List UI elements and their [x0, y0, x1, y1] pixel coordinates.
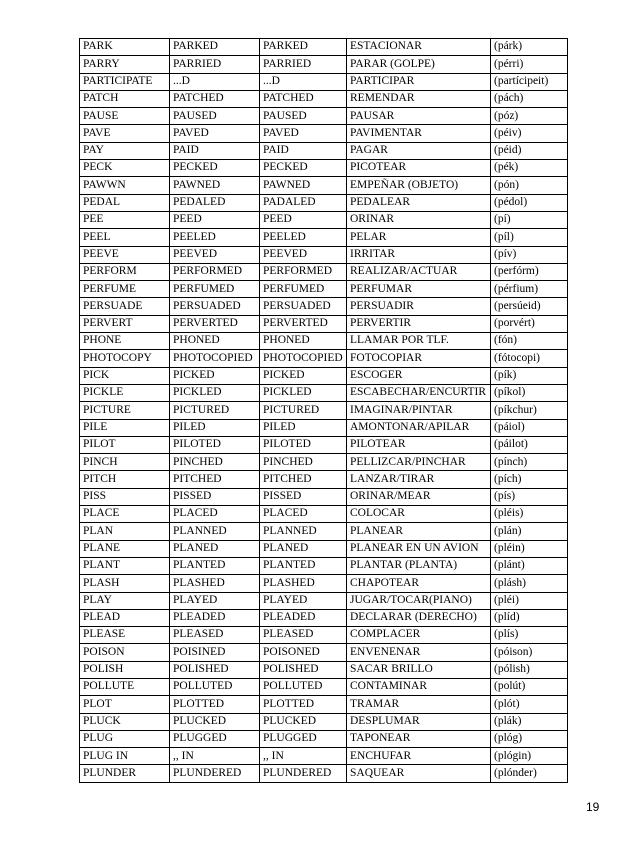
verb-cell: PLUCK — [80, 713, 170, 730]
pronunciation-cell: (pí) — [491, 211, 568, 228]
verb-cell: PICKLE — [80, 384, 170, 401]
verb-cell: PAY — [80, 142, 170, 159]
verb-cell: PILOT — [80, 436, 170, 453]
translation-cell: PAVIMENTAR — [347, 125, 491, 142]
translation-cell: PEDALEAR — [347, 194, 491, 211]
pronunciation-cell: (pík) — [491, 367, 568, 384]
verb-cell: PARK — [80, 39, 170, 56]
pronunciation-cell: (píl) — [491, 229, 568, 246]
participle-cell: PERFUMED — [260, 281, 347, 298]
table-row — [80, 367, 568, 384]
pronunciation-cell: (plóg) — [491, 730, 568, 747]
table-row — [80, 488, 568, 505]
table-row — [80, 592, 568, 609]
past-cell: POLLUTED — [170, 678, 260, 695]
translation-cell: SACAR BRILLO — [347, 661, 491, 678]
pronunciation-cell: (polút) — [491, 678, 568, 695]
participle-cell: PLEADED — [260, 609, 347, 626]
translation-cell: COLOCAR — [347, 506, 491, 523]
participle-cell: PAID — [260, 142, 347, 159]
translation-cell: DECLARAR (DERECHO) — [347, 609, 491, 626]
table-row — [80, 506, 568, 523]
pronunciation-cell: (pón) — [491, 177, 568, 194]
verb-cell: POISON — [80, 644, 170, 661]
past-cell: PLAYED — [170, 592, 260, 609]
verb-cell: PLOT — [80, 696, 170, 713]
pronunciation-cell: (plák) — [491, 713, 568, 730]
pronunciation-cell: (pléin) — [491, 540, 568, 557]
participle-cell: PILOTED — [260, 436, 347, 453]
pronunciation-cell: (perfórm) — [491, 263, 568, 280]
participle-cell: PHOTOCOPIED — [260, 350, 347, 367]
table-row — [80, 765, 568, 782]
past-cell: PEED — [170, 211, 260, 228]
verb-cell: PLAN — [80, 523, 170, 540]
table-row — [80, 229, 568, 246]
table-row — [80, 90, 568, 107]
pronunciation-cell: (páilot) — [491, 436, 568, 453]
participle-cell: PISSED — [260, 488, 347, 505]
pronunciation-cell: (pérfium) — [491, 281, 568, 298]
translation-cell: LANZAR/TIRAR — [347, 471, 491, 488]
past-cell: PAWNED — [170, 177, 260, 194]
verb-cell: PHONE — [80, 333, 170, 350]
participle-cell: PICKED — [260, 367, 347, 384]
participle-cell: PILED — [260, 419, 347, 436]
translation-cell: ESTACIONAR — [347, 39, 491, 56]
table-row — [80, 644, 568, 661]
participle-cell: PLANTED — [260, 557, 347, 574]
verb-cell: POLLUTE — [80, 678, 170, 695]
participle-cell: PLANED — [260, 540, 347, 557]
past-cell: PLEADED — [170, 609, 260, 626]
past-cell: PHONED — [170, 333, 260, 350]
past-cell: PILOTED — [170, 436, 260, 453]
verb-cell: PICTURE — [80, 402, 170, 419]
past-cell: PLUGGED — [170, 730, 260, 747]
past-cell: PEEVED — [170, 246, 260, 263]
translation-cell: CHAPOTEAR — [347, 575, 491, 592]
translation-cell: EMPEÑAR (OBJETO) — [347, 177, 491, 194]
verb-cell: PINCH — [80, 454, 170, 471]
translation-cell: PERVERTIR — [347, 315, 491, 332]
verb-cell: PLANE — [80, 540, 170, 557]
table-row — [80, 402, 568, 419]
pronunciation-cell: (párk) — [491, 39, 568, 56]
translation-cell: FOTOCOPIAR — [347, 350, 491, 367]
translation-cell: ENCHUFAR — [347, 748, 491, 765]
table-row — [80, 194, 568, 211]
translation-cell: PERFUMAR — [347, 281, 491, 298]
past-cell: PICKED — [170, 367, 260, 384]
pronunciation-cell: (pléis) — [491, 506, 568, 523]
table-row — [80, 142, 568, 159]
translation-cell: PELAR — [347, 229, 491, 246]
table-row — [80, 713, 568, 730]
verb-cell: PECK — [80, 160, 170, 177]
past-cell: PARRIED — [170, 56, 260, 73]
participle-cell: PLAYED — [260, 592, 347, 609]
pronunciation-cell: (porvért) — [491, 315, 568, 332]
table-row — [80, 315, 568, 332]
translation-cell: PAUSAR — [347, 108, 491, 125]
table-row — [80, 298, 568, 315]
table-row — [80, 436, 568, 453]
table-row — [80, 540, 568, 557]
participle-cell: PEEVED — [260, 246, 347, 263]
participle-cell: PATCHED — [260, 90, 347, 107]
past-cell: PINCHED — [170, 454, 260, 471]
table-row — [80, 557, 568, 574]
past-cell: PHOTOCOPIED — [170, 350, 260, 367]
table-row — [80, 246, 568, 263]
translation-cell: IMAGINAR/PINTAR — [347, 402, 491, 419]
participle-cell: PEED — [260, 211, 347, 228]
table-row — [80, 748, 568, 765]
participle-cell: PAWNED — [260, 177, 347, 194]
pronunciation-cell: (persúeid) — [491, 298, 568, 315]
past-cell: PAVED — [170, 125, 260, 142]
verb-cell: PICK — [80, 367, 170, 384]
participle-cell: PINCHED — [260, 454, 347, 471]
table-row — [80, 696, 568, 713]
pronunciation-cell: (partícipeit) — [491, 73, 568, 90]
verb-cell: PERVERT — [80, 315, 170, 332]
translation-cell: PICOTEAR — [347, 160, 491, 177]
participle-cell: POISONED — [260, 644, 347, 661]
translation-cell: ORINAR/MEAR — [347, 488, 491, 505]
translation-cell: PLANEAR EN UN AVION — [347, 540, 491, 557]
past-cell: PICTURED — [170, 402, 260, 419]
translation-cell: PELLIZCAR/PINCHAR — [347, 454, 491, 471]
verb-cell: PARTICIPATE — [80, 73, 170, 90]
table-row — [80, 730, 568, 747]
table-row — [80, 454, 568, 471]
translation-cell: PAGAR — [347, 142, 491, 159]
translation-cell: ORINAR — [347, 211, 491, 228]
past-cell: PLUNDERED — [170, 765, 260, 782]
table-row — [80, 678, 568, 695]
participle-cell: PERVERTED — [260, 315, 347, 332]
participle-cell: PLUGGED — [260, 730, 347, 747]
translation-cell: PARTICIPAR — [347, 73, 491, 90]
past-cell: PAID — [170, 142, 260, 159]
translation-cell: CONTAMINAR — [347, 678, 491, 695]
verb-cell: PISS — [80, 488, 170, 505]
past-cell: PLANTED — [170, 557, 260, 574]
past-cell: PARKED — [170, 39, 260, 56]
past-cell: PICKLED — [170, 384, 260, 401]
translation-cell: TAPONEAR — [347, 730, 491, 747]
pronunciation-cell: (pólish) — [491, 661, 568, 678]
translation-cell: ESCABECHAR/ENCURTIR — [347, 384, 491, 401]
translation-cell: TRAMAR — [347, 696, 491, 713]
past-cell: PLANED — [170, 540, 260, 557]
pronunciation-cell: (pérri) — [491, 56, 568, 73]
participle-cell: PITCHED — [260, 471, 347, 488]
verb-cell: PAUSE — [80, 108, 170, 125]
verb-cell: PLUG IN — [80, 748, 170, 765]
participle-cell: POLLUTED — [260, 678, 347, 695]
pronunciation-cell: (píkol) — [491, 384, 568, 401]
pronunciation-cell: (plís) — [491, 627, 568, 644]
verb-cell: PLUNDER — [80, 765, 170, 782]
past-cell: PEDALED — [170, 194, 260, 211]
page-number: 19 — [586, 800, 600, 814]
verb-cell: PILE — [80, 419, 170, 436]
table-row — [80, 523, 568, 540]
past-cell: PERSUADED — [170, 298, 260, 315]
verb-cell: PAVE — [80, 125, 170, 142]
translation-cell: COMPLACER — [347, 627, 491, 644]
translation-cell: SAQUEAR — [347, 765, 491, 782]
translation-cell: PERSUADIR — [347, 298, 491, 315]
past-cell: PISSED — [170, 488, 260, 505]
verb-cell: PERFORM — [80, 263, 170, 280]
participle-cell: PEELED — [260, 229, 347, 246]
verb-cell: PERSUADE — [80, 298, 170, 315]
table-row — [80, 160, 568, 177]
pronunciation-cell: (pléi) — [491, 592, 568, 609]
verb-cell: PITCH — [80, 471, 170, 488]
pronunciation-cell: (pís) — [491, 488, 568, 505]
table-row — [80, 627, 568, 644]
verb-cell: PHOTOCOPY — [80, 350, 170, 367]
pronunciation-cell: (pédol) — [491, 194, 568, 211]
past-cell: PLANNED — [170, 523, 260, 540]
participle-cell: PAUSED — [260, 108, 347, 125]
pronunciation-cell: (péid) — [491, 142, 568, 159]
participle-cell: PARKED — [260, 39, 347, 56]
pronunciation-cell: (píkchur) — [491, 402, 568, 419]
translation-cell: REALIZAR/ACTUAR — [347, 263, 491, 280]
participle-cell: PLUNDERED — [260, 765, 347, 782]
translation-cell: PILOTEAR — [347, 436, 491, 453]
table-row — [80, 56, 568, 73]
participle-cell: PLEASED — [260, 627, 347, 644]
verb-cell: PLAY — [80, 592, 170, 609]
table-row — [80, 350, 568, 367]
verb-cell: PLACE — [80, 506, 170, 523]
verb-cell: PEEVE — [80, 246, 170, 263]
past-cell: POISINED — [170, 644, 260, 661]
past-cell: PAUSED — [170, 108, 260, 125]
past-cell: ...D — [170, 73, 260, 90]
verb-cell: PEE — [80, 211, 170, 228]
pronunciation-cell: (fótocopi) — [491, 350, 568, 367]
participle-cell: PLASHED — [260, 575, 347, 592]
pronunciation-cell: (plíd) — [491, 609, 568, 626]
past-cell: PLEASED — [170, 627, 260, 644]
past-cell: PILED — [170, 419, 260, 436]
translation-cell: PLANEAR — [347, 523, 491, 540]
table-row — [80, 609, 568, 626]
verb-cell: PLANT — [80, 557, 170, 574]
verb-table — [79, 38, 568, 783]
verb-cell: PAWWN — [80, 177, 170, 194]
pronunciation-cell: (fón) — [491, 333, 568, 350]
table-row — [80, 211, 568, 228]
participle-cell: PERFORMED — [260, 263, 347, 280]
participle-cell: PICTURED — [260, 402, 347, 419]
past-cell: PLASHED — [170, 575, 260, 592]
past-cell: POLISHED — [170, 661, 260, 678]
pronunciation-cell: (páiol) — [491, 419, 568, 436]
translation-cell: ENVENENAR — [347, 644, 491, 661]
verb-cell: PATCH — [80, 90, 170, 107]
table-row — [80, 384, 568, 401]
participle-cell: PICKLED — [260, 384, 347, 401]
past-cell: PERFORMED — [170, 263, 260, 280]
pronunciation-cell: (pív) — [491, 246, 568, 263]
table-row — [80, 333, 568, 350]
pronunciation-cell: (pách) — [491, 90, 568, 107]
verb-cell: PLASH — [80, 575, 170, 592]
pronunciation-cell: (plásh) — [491, 575, 568, 592]
table-row — [80, 177, 568, 194]
verb-cell: PLEAD — [80, 609, 170, 626]
participle-cell: PADALED — [260, 194, 347, 211]
table-row — [80, 471, 568, 488]
pronunciation-cell: (pích) — [491, 471, 568, 488]
translation-cell: JUGAR/TOCAR(PIANO) — [347, 592, 491, 609]
translation-cell: IRRITAR — [347, 246, 491, 263]
past-cell: PLACED — [170, 506, 260, 523]
table-row — [80, 108, 568, 125]
participle-cell: PARRIED — [260, 56, 347, 73]
pronunciation-cell: (pínch) — [491, 454, 568, 471]
past-cell: PERFUMED — [170, 281, 260, 298]
table-row — [80, 575, 568, 592]
pronunciation-cell: (plót) — [491, 696, 568, 713]
past-cell: PLOTTED — [170, 696, 260, 713]
pronunciation-cell: (plógin) — [491, 748, 568, 765]
participle-cell: POLISHED — [260, 661, 347, 678]
verb-cell: PEDAL — [80, 194, 170, 211]
translation-cell: PARAR (GOLPE) — [347, 56, 491, 73]
table-row — [80, 263, 568, 280]
table-row — [80, 661, 568, 678]
participle-cell: PHONED — [260, 333, 347, 350]
pronunciation-cell: (péiv) — [491, 125, 568, 142]
past-cell: PERVERTED — [170, 315, 260, 332]
verb-cell: PERFUME — [80, 281, 170, 298]
participle-cell: PLACED — [260, 506, 347, 523]
pronunciation-cell: (plán) — [491, 523, 568, 540]
table-row — [80, 281, 568, 298]
translation-cell: PLANTAR (PLANTA) — [347, 557, 491, 574]
participle-cell: PECKED — [260, 160, 347, 177]
past-cell: PEELED — [170, 229, 260, 246]
participle-cell: ,, IN — [260, 748, 347, 765]
translation-cell: AMONTONAR/APILAR — [347, 419, 491, 436]
verb-cell: PARRY — [80, 56, 170, 73]
past-cell: PITCHED — [170, 471, 260, 488]
participle-cell: ...D — [260, 73, 347, 90]
table-row — [80, 125, 568, 142]
verb-cell: PLEASE — [80, 627, 170, 644]
translation-cell: ESCOGER — [347, 367, 491, 384]
verb-cell: POLISH — [80, 661, 170, 678]
pronunciation-cell: (plánt) — [491, 557, 568, 574]
table-row — [80, 39, 568, 56]
verb-cell: PLUG — [80, 730, 170, 747]
participle-cell: PLANNED — [260, 523, 347, 540]
pronunciation-cell: (plónder) — [491, 765, 568, 782]
verb-table-body — [80, 39, 568, 783]
translation-cell: DESPLUMAR — [347, 713, 491, 730]
past-cell: PATCHED — [170, 90, 260, 107]
table-row — [80, 73, 568, 90]
past-cell: PLUCKED — [170, 713, 260, 730]
translation-cell: REMENDAR — [347, 90, 491, 107]
participle-cell: PERSUADED — [260, 298, 347, 315]
participle-cell: PLUCKED — [260, 713, 347, 730]
participle-cell: PLOTTED — [260, 696, 347, 713]
verb-cell: PEEL — [80, 229, 170, 246]
pronunciation-cell: (póz) — [491, 108, 568, 125]
table-row — [80, 419, 568, 436]
pronunciation-cell: (póison) — [491, 644, 568, 661]
past-cell: ,, IN — [170, 748, 260, 765]
past-cell: PECKED — [170, 160, 260, 177]
participle-cell: PAVED — [260, 125, 347, 142]
translation-cell: LLAMAR POR TLF. — [347, 333, 491, 350]
pronunciation-cell: (pék) — [491, 160, 568, 177]
